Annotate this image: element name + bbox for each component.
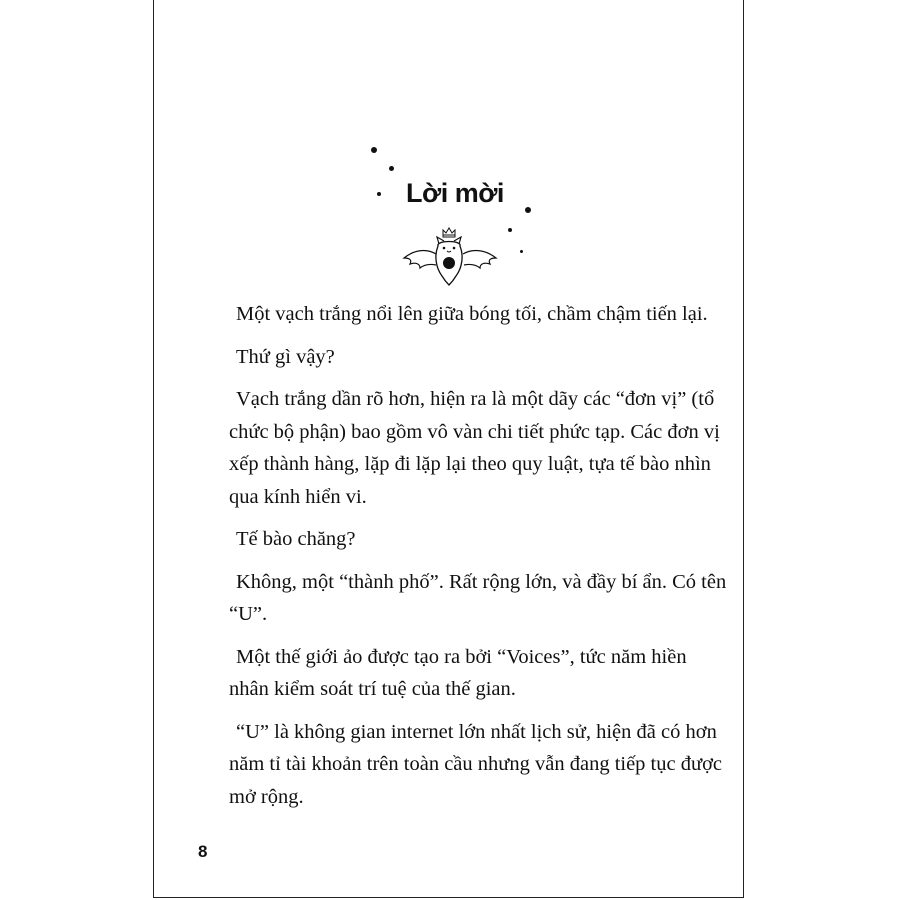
star-dot (525, 207, 531, 213)
star-dot (371, 147, 377, 153)
paragraph: Một thế giới ảo được tạo ra bởi “Voices”, tức năm hiền nhân kiểm soát trí tuệ của thế gian. (229, 645, 687, 700)
star-dot (520, 250, 523, 253)
chapter-body (229, 298, 729, 823)
page-number: 8 (198, 842, 208, 861)
chapter-title: Lời mời (406, 178, 504, 208)
winged-creature-with-crown-icon (398, 218, 502, 288)
paragraph: Không, một “thành phố”. Rất rộng lớn, và đầy bí ẩn. Có tên “U”. (229, 570, 727, 625)
paragraph: Tế bào chăng? (236, 528, 356, 550)
paragraph: Vạch trắng dần rõ hơn, hiện ra là một dãy các “đơn vị” (tổ chức bộ phận) bao gồm vô vàn chi tiết phức tạp. Các đơn vị xếp thành hàng, lặp đi lặp lại theo quy luật, tựa tế bào nhìn qua kính hiển vi. (229, 388, 720, 508)
paragraph: “U” là không gian internet lớn nhất lịch sử, hiện đã có hơn năm tỉ tài khoản trên toàn cầu nhưng vẫn đang tiếp tục được mở rộng. (229, 720, 723, 808)
star-dot (377, 192, 381, 196)
book-page (153, 0, 744, 898)
paragraph: Thứ gì vậy? (236, 345, 335, 368)
paragraph: Một vạch trắng nổi lên giữa bóng tối, chầm chậm tiến lại. (236, 303, 708, 325)
star-dot (389, 166, 394, 171)
star-dot (508, 228, 512, 232)
